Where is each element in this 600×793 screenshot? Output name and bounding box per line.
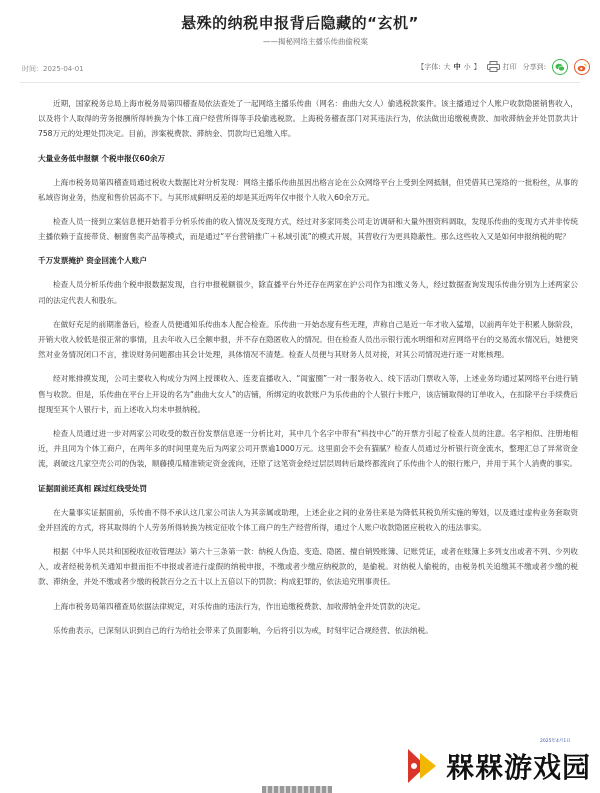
section-heading: 大量业务低申报额 个税申报仅60余万 [38, 153, 166, 163]
article-paragraph: 经对账排摸发现，公司主要收入构成分为网上授课收入、连麦直播收入、“闺蜜圈”一对一服务收入、线下活动门票收入等，上述业务均通过某网络平台进行销售与收款。但是，乐传曲在平台上开设的名为“曲曲大女人”的店铺，所绑定的收款账户为乐传曲的个人银行卡账户，该店铺取得的订单收入，在扣除平台手续费后提现至其个人银行卡，而上述收入均未申报纳税。 [38, 374, 578, 414]
article-subtitle: ——揭秘网络主播乐传曲偷税案 [263, 37, 368, 46]
weibo-icon [577, 63, 587, 72]
font-size-large-option[interactable]: 大 [443, 63, 451, 71]
article-body [38, 96, 578, 647]
article-paragraph: 检查人员通过进一步对两家公司收受的数百份发票信息逐一分析比对，其中几个名字中带有“科技中心”的开票方引起了检查人员的注意。名字相似、注册地相近，并且同为个体工商户，在两年多的时间里竟先后为两家公司开票逾1000万元。这里面会不会有猫腻？检查人员通过分析银行资金流水，整理汇总了异常资金流，剥破这几家空壳公司的伪装，顺藤摸瓜精准锁定资金流向，还原了这笔资金经过层层周转后最终都流向了乐传曲个人的银行账户，并用于其个人消费的事实。 [38, 429, 578, 469]
article-title: 悬殊的纳税申报背后隐藏的“玄机” [181, 14, 419, 32]
share-wechat-button[interactable] [552, 59, 568, 75]
font-size-suffix: 】 [473, 63, 481, 71]
article-paragraph: 近期，国家税务总局上海市税务局第四稽查局依法查处了一起网络主播乐传曲（网名：曲曲大女人）偷逃税款案件。该主播通过个人账户收款隐匿销售收入，以及将个人取得的劳务报酬所得转换为个体工商户经营所得等手段偷逃税款。上海税务稽查部门对其违法行为，依法做出追缴税费款、加收滞纳金并处罚款共计758万元的处理处罚决定。目前，涉案税费款、滞纳金、罚款均已追缴入库。 [38, 99, 578, 139]
section-heading: 千万发票掩护 资金回流个人账户 [38, 256, 147, 266]
article-paragraph: 上海市税务局第四稽查局通过税收大数据比对分析发现：网络主播乐传曲虽因出格言论在公众网络平台上受到全网抵制，但凭借其已笼络的一批粉丝，从事的私域咨询业务，热度和售价居高不下。与其形成鲜明反差的却是其近两年仅申报个人收入60余万元。 [38, 177, 578, 202]
printer-icon [487, 61, 500, 74]
logo-mark-icon [400, 745, 440, 787]
publish-date: 时间：2025-04-01 [22, 65, 84, 73]
cropped-footer-text [262, 786, 332, 793]
font-size-medium-option[interactable]: 中 [453, 63, 461, 71]
section-heading: 证据面前还真相 踩过红线受处罚 [38, 483, 147, 493]
share-label: 分享到: [522, 63, 546, 71]
print-button[interactable] [487, 61, 517, 74]
article-paragraph: 检查人员一接到立案信息便开始着手分析乐传曲的收入情况及变现方式，经过对多家同类公司走访调研和大量外围资料调取，发现乐传曲的变现方式并非传统主播依赖于直接带货、橱窗售卖产品等模式，而是通过“平台营销推广＋私域引流”的模式开展，其营收行为更具隐蔽性。那么这些收入又是如何申报纳税的呢？ [38, 217, 578, 242]
article-paragraph: 在大量事实证据面前，乐传曲不得不承认这几家公司法人为其亲属或助理，上述企业之间的业务往来是为降低其税负所实施的筹划，以及通过虚构业务套取资金并回流的方式，将其取得的个人劳务所得转换为核定征收个体工商户的生产经营所得，通过个人账户收款隐匿应税收入的违法事实。 [38, 507, 578, 532]
article-paragraph: 乐传曲表示，已深刻认识到自己的行为给社会带来了负面影响，今后将引以为戒，时刻牢记合规经营、依法纳税。 [53, 625, 433, 635]
article-paragraph: 根据《中华人民共和国税收征收管理法》第六十三条第一款：纳税人伪造、变造、隐匿、擅自销毁账簿、记账凭证，或者在账簿上多列支出或者不列、少列收入，或者经税务机关通知申报而拒不申报或者进行虚假的纳税申报，不缴或者少缴应纳税款的，是偷税。对纳税人偷税的，由税务机关追缴其不缴或者少缴的税款、滞纳金，并处不缴或者少缴的税款百分之五十以上五倍以下的罚款；构成犯罪的，依法追究刑事责任。 [38, 547, 578, 587]
article-paragraph: 在做好充足的前期准备后，检查人员便通知乐传曲本人配合检查。乐传曲一开始态度有些无理，声称自己是近一年才收入猛增，以前两年处于积累人脉阶段，开销大收入较低是很正常的事情，且去年收入已全额申报，并不存在隐匿收入的情况。但在检查人员出示银行流水明细和对应网络平台的交易流水情况后，她便突然对业务情况闭口不言，推说财务问题都由其会计处理，具体情况不清楚。检查人员便与其财务人员对接，对其公司情况进行逐一对账核理。 [38, 319, 578, 360]
site-watermark-logo [400, 742, 596, 790]
article-paragraph: 检查人员分析乐传曲个税申报数据发现，自行申报税额很少，除直播平台外还存在两家在沪公司作为扣缴义务人，经过数据查询发现乐传曲分别为上述两家公司的法定代表人和股东。 [38, 280, 578, 305]
print-label: 打印 [502, 63, 517, 71]
font-size-small-option[interactable]: 小 [463, 63, 471, 71]
font-size-selector [417, 62, 480, 72]
logo-text: 槑槑游戏园 [446, 751, 592, 784]
header-divider [20, 82, 580, 83]
article-paragraph: 上海市税务局第四稽查局依据法律规定，对乐传曲的违法行为，作出追缴税费款、加收滞纳金并处罚款的决定。 [53, 601, 426, 611]
share-weibo-button[interactable] [574, 59, 590, 75]
wechat-icon [555, 63, 565, 72]
article-tools [417, 58, 590, 76]
font-size-prefix: 【字体: [417, 63, 441, 71]
